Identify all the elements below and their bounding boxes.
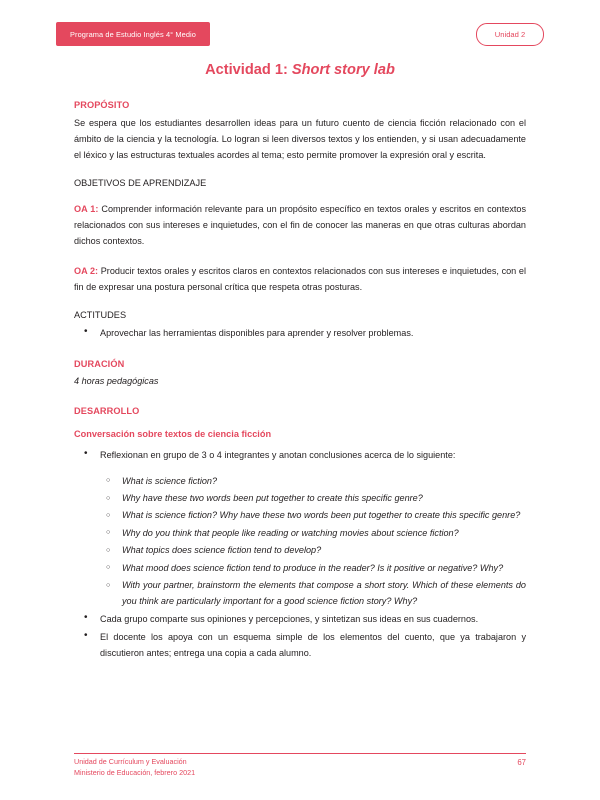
footer-text bbox=[74, 756, 195, 778]
oa2-tag: OA 2: bbox=[74, 266, 99, 277]
development-intro-list bbox=[74, 447, 526, 463]
questions-list bbox=[74, 473, 526, 610]
footer-line-2: Ministerio de Educación, febrero 2021 bbox=[74, 768, 196, 777]
footer-divider bbox=[74, 753, 526, 754]
section-heading-desarrollo: DESARROLLO bbox=[74, 405, 140, 416]
oa2-text: Producir textos orales y escritos claros en contextos relacionados con sus intereses e inquietudes, con el fin de expresar una postura personal crítica que respeta otras posturas. bbox=[74, 266, 526, 293]
list-item: • Aprovechar las herramientas disponibles para aprender y resolver problemas. bbox=[74, 325, 526, 341]
list-item: ○ With your partner, brainstorm the elements that compose a short story. Which of these elements do you think are particularly important for a good science fiction story? Why? bbox=[74, 577, 526, 610]
oa1-paragraph bbox=[74, 201, 526, 250]
proposito-paragraph: Se espera que los estudiantes desarrollen ideas para un futuro cuento de ciencia ficción relacionado con el ámbito de la ciencia y la tecnología. Lo logran si leen diversos textos y los entienden, y si usan adecuadamente el léxico y las estructuras textuales acordes al tema; esto permite promover la expresión oral y escrita. bbox=[74, 118, 526, 161]
section-heading-proposito: PROPÓSITO bbox=[74, 100, 130, 110]
section-heading-objetivos: OBJETIVOS DE APRENDIZAJE bbox=[74, 177, 207, 188]
oa1-text: Comprender información relevante para un propósito específico en textos orales y escritos en contextos relacionados con sus intereses e inquietudes, con el fin de conocer las maneras en que otras culturas abordan dichos contextos. bbox=[74, 203, 526, 247]
list-item: ○ Why have these two words been put together to create this specific genre? bbox=[74, 490, 526, 506]
document-content bbox=[74, 62, 526, 671]
oa2-paragraph bbox=[74, 263, 526, 295]
subheading-conversacion: Conversación sobre textos de ciencia ficción bbox=[74, 428, 272, 439]
section-heading-duracion: DURACIÓN bbox=[74, 358, 125, 369]
unit-badge: Unidad 2 bbox=[476, 23, 544, 46]
actitudes-list bbox=[74, 325, 526, 341]
oa1-tag: OA 1: bbox=[74, 203, 99, 214]
page-number: 67 bbox=[517, 758, 526, 767]
page-title bbox=[74, 62, 526, 78]
duracion-value: 4 horas pedagógicas bbox=[74, 375, 159, 386]
page-header bbox=[0, 22, 600, 46]
list-item: ○ What topics does science fiction tend to develop? bbox=[74, 542, 526, 558]
list-item: ○ What is science fiction? bbox=[74, 473, 526, 489]
list-item: • Reflexionan en grupo de 3 o 4 integrantes y anotan conclusiones acerca de lo siguiente: bbox=[74, 447, 526, 463]
list-item: ○ What is science fiction? Why have these two words been put together to create this specific genre? bbox=[74, 507, 526, 523]
footer-line-1: Unidad de Currículum y Evaluación bbox=[74, 757, 187, 766]
activity-title-prefix: Actividad 1: bbox=[205, 62, 292, 78]
section-heading-actitudes: ACTITUDES bbox=[74, 309, 127, 320]
list-item: • Cada grupo comparte sus opiniones y percepciones, y sintetizan sus ideas en sus cuadernos. bbox=[74, 611, 526, 627]
program-banner: Programa de Estudio Inglés 4° Medio bbox=[56, 22, 210, 46]
list-item: • El docente los apoya con un esquema simple de los elementos del cuento, que ya trabajaron y discutieron antes; entrega una copia a cada alumno. bbox=[74, 629, 526, 661]
activity-title-italic: Short story lab bbox=[291, 62, 395, 78]
closing-list bbox=[74, 611, 526, 661]
list-item: ○ Why do you think that people like reading or watching movies about science fiction? bbox=[74, 525, 526, 541]
list-item: ○ What mood does science fiction tend to produce in the reader? Is it positive or negative? Why? bbox=[74, 560, 526, 576]
